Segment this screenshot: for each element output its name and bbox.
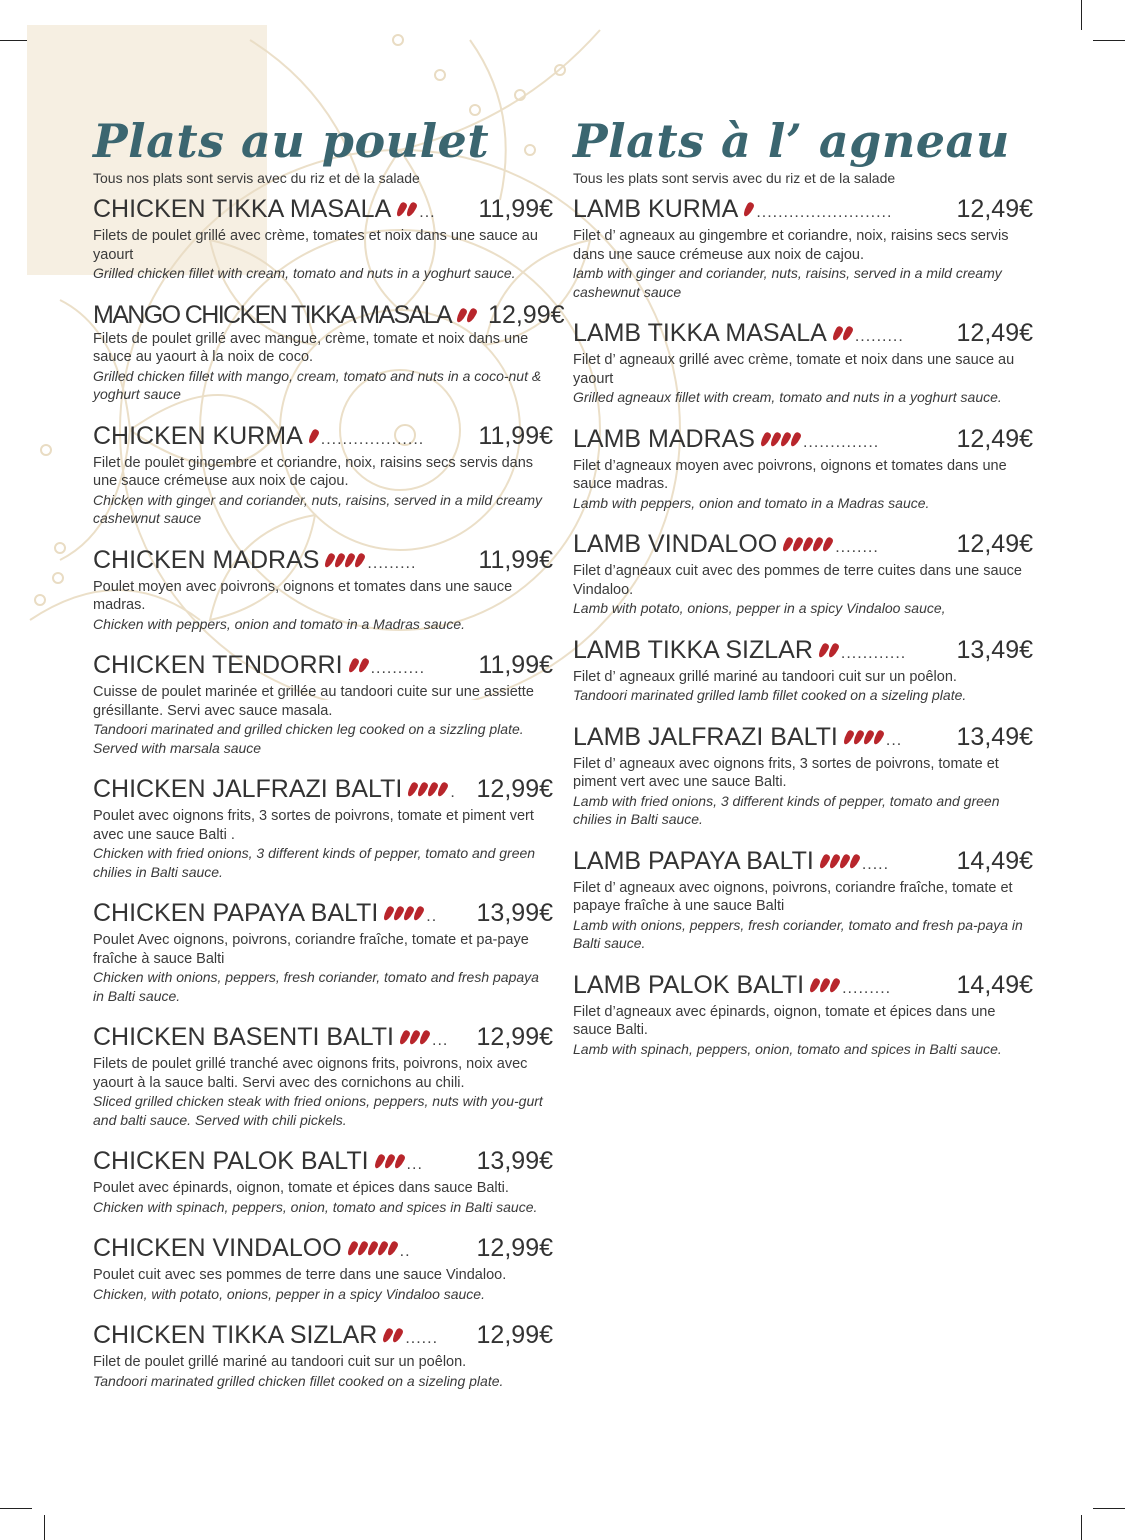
spice-level	[384, 906, 423, 921]
menu-dish	[573, 636, 1033, 705]
section-title-chicken: Plats au poulet	[93, 114, 490, 168]
dish-header	[573, 847, 1033, 879]
crop-mark	[44, 1515, 45, 1540]
dish-description-fr: Cuisse de poulet marinée et grillée au tandoori cuite sur une assiette grésillante. Servi avec sauce masala.	[93, 684, 534, 719]
dish-name: LAMB KURMA	[573, 195, 739, 223]
dish-price: 13,99€	[476, 899, 553, 927]
dish-description-fr: Filet d’ agneaux avec oignons frits, 3 sortes de poivrons, tomate et piment vert avec une sauce Balti.	[573, 755, 999, 790]
dish-header	[573, 530, 1033, 562]
chicken-section	[93, 112, 565, 1408]
dish-description-en: Lamb with spinach, peppers, onion, tomato and spices in Balti sauce.	[573, 1040, 1002, 1057]
dish-header	[573, 971, 1033, 1003]
menu-dish	[573, 847, 1033, 953]
menu-dish	[573, 723, 1033, 829]
dish-header	[93, 1023, 553, 1055]
spice-level	[844, 730, 883, 745]
menu-dish	[93, 1321, 553, 1390]
dish-header	[573, 319, 1033, 351]
dish-price: 12,49€	[956, 319, 1033, 347]
dish-description-en: Grilled chicken fillet with cream, tomato and nuts in a yoghurt sauce.	[93, 265, 516, 281]
dish-description-fr: Poulet Avec oignons, poivrons, coriandre fraîche, tomate et pa-paye fraîche à sauce Balti	[93, 932, 529, 967]
dish-header	[93, 651, 553, 683]
dish-price: 12,99€	[488, 300, 565, 329]
dish-description-en: Tandoori marinated grilled lamb fillet cooked on a sizeling plate.	[573, 687, 967, 703]
dish-description-fr: Filet de poulet gingembre et coriandre, noix, raisins secs servis dans une sauce crémeuse aux noix de cajou.	[93, 454, 534, 489]
dish-name: LAMB PALOK BALTI	[573, 970, 805, 999]
dish-header	[93, 300, 565, 330]
chili-pepper-icon	[465, 307, 478, 324]
menu-dish	[573, 319, 1033, 407]
dish-price: 12,49€	[956, 530, 1033, 558]
menu-dish	[93, 1147, 553, 1216]
dish-price: 12,99€	[476, 1023, 553, 1051]
dot-leader: ........	[835, 539, 879, 556]
dish-description-en: Chicken with peppers, onion and tomato in a Madras sauce.	[93, 615, 465, 632]
spice-level	[325, 553, 364, 568]
crop-mark	[1081, 0, 1082, 30]
chili-pepper-icon	[436, 781, 449, 798]
dish-description-en: Tandoori marinated grilled chicken fillet cooked on a sizeling plate.	[93, 1372, 504, 1389]
dish-header	[93, 422, 553, 454]
dish-name: LAMB JALFRAZI BALTI	[573, 722, 838, 751]
menu-dish	[573, 530, 1033, 618]
dish-price: 14,49€	[956, 970, 1033, 999]
dish-name: LAMB PAPAYA BALTI	[573, 846, 814, 875]
dish-description-en: Chicken with ginger and coriander, nuts, raisins, served in a mild creamy cashewnut sauce	[93, 491, 542, 526]
dish-name: CHICKEN TIKKA SIZLAR	[93, 1321, 378, 1349]
dish-name: CHICKEN KURMA	[93, 421, 303, 450]
dish-name: MANGO CHICKEN TIKKA MASALA	[93, 300, 452, 329]
dish-description-fr: Filets de poulet grillé tranché avec oignons frits, poivrons, noix avec yaourt à la sauce balti. Servi avec des cornichons au chili.	[93, 1056, 528, 1091]
dot-leader: ...	[419, 204, 436, 221]
spice-level	[349, 658, 368, 673]
dot-leader: ......	[405, 1330, 439, 1347]
dish-description-fr: Filets de poulet grillé avec mangue, crème, tomate et noix dans une sauce au yaourt à la noix de coco.	[93, 330, 529, 365]
dish-description-en: Grilled chicken fillet with mango, cream, tomato and nuts in a coco-nut & yoghurt sauce	[93, 367, 542, 402]
dot-leader: .........................	[756, 204, 893, 221]
dot-leader: ...	[406, 1156, 423, 1173]
spice-level	[744, 202, 753, 217]
dish-price: 12,49€	[956, 424, 1033, 453]
menu-dish	[93, 422, 553, 528]
menu-dish	[93, 195, 553, 283]
dish-description-en: Lamb with onions, peppers, fresh coriander, tomato and fresh pa-paya in Balti sauce.	[573, 916, 1023, 951]
spice-level	[810, 978, 839, 993]
dish-header	[93, 1321, 553, 1353]
dish-header	[93, 899, 553, 931]
dish-name: CHICKEN PAPAYA BALTI	[93, 899, 379, 927]
dot-leader: ..	[426, 908, 438, 925]
spice-level	[761, 432, 800, 447]
spice-level	[383, 1328, 402, 1343]
dish-name: CHICKEN JALFRAZI BALTI	[93, 775, 403, 803]
chili-pepper-icon	[372, 1153, 385, 1170]
dish-price: 11,99€	[478, 195, 553, 223]
spice-level	[408, 782, 447, 797]
crop-mark	[1093, 1508, 1125, 1509]
spice-level	[397, 202, 416, 217]
dish-price: 12,49€	[956, 195, 1033, 223]
spice-level	[783, 537, 832, 552]
spice-level	[348, 1241, 397, 1256]
spice-level	[400, 1030, 429, 1045]
dish-name: CHICKEN PALOK BALTI	[93, 1147, 369, 1175]
dish-price: 11,99€	[478, 545, 553, 574]
dot-leader: ............	[840, 644, 907, 662]
dish-description-en: Tandoori marinated and grilled chicken leg cooked on a sizzling plate. Served with marsala sauce	[93, 721, 524, 756]
chili-pepper-icon	[353, 552, 366, 569]
dish-header	[573, 425, 1033, 457]
dish-description-en: Sliced grilled chicken steak with fried onions, peppers, nuts with you-gurt and balti sauce. Served with chili pickels.	[93, 1093, 543, 1128]
dot-leader: .	[450, 784, 456, 801]
dot-leader: ..	[399, 1243, 411, 1260]
dish-price: 13,99€	[476, 1147, 553, 1175]
dish-header	[93, 1234, 553, 1266]
chili-pepper-icon	[346, 657, 359, 674]
menu-dish	[573, 971, 1033, 1059]
dot-leader: .........	[367, 554, 417, 572]
dish-description-fr: Poulet moyen avec poivrons, oignons et tomates dans une sauce madras.	[93, 578, 513, 613]
menu-dish	[93, 899, 553, 1005]
chili-pepper-icon	[831, 325, 844, 342]
menu-dish	[93, 651, 553, 757]
dot-leader: ...	[432, 1032, 449, 1049]
dish-name: CHICKEN TIKKA MASALA	[93, 195, 392, 223]
dish-description-fr: Filet d’ agneaux grillé avec crème, tomate et noix dans une sauce au yaourt	[573, 352, 1015, 387]
dish-name: LAMB VINDALOO	[573, 530, 778, 558]
dish-name: LAMB TIKKA SIZLAR	[573, 635, 813, 664]
dish-description-en: Chicken with fried onions, 3 different kinds of pepper, tomato and green chilies in Balti sauce.	[93, 845, 536, 880]
chili-pepper-icon	[742, 201, 755, 218]
dish-description-fr: Filet d’agneaux moyen avec poivrons, oignons et tomates dans une sauce madras.	[573, 457, 1007, 492]
dish-description-fr: Filet d’agneaux cuit avec des pommes de terre cuites dans une sauce Vindaloo.	[573, 563, 1022, 598]
dish-header	[93, 1147, 553, 1179]
dish-description-fr: Filet d’ agneaux grillé mariné au tandoori cuit sur un poêlon.	[573, 668, 957, 685]
dish-description-fr: Poulet avec oignons frits, 3 sortes de poivrons, tomate et piment vert avec une sauce Balti .	[93, 808, 534, 843]
dish-header	[573, 636, 1033, 668]
dish-description-fr: Filets de poulet grillé avec crème, tomates et noix dans une sauce au yaourt	[93, 228, 538, 263]
dish-name: CHICKEN TENDORRI	[93, 651, 343, 679]
dot-leader: ..........	[370, 660, 426, 677]
lamb-section	[573, 112, 1033, 1076]
dish-name: CHICKEN BASENTI BALTI	[93, 1023, 394, 1051]
crop-mark	[0, 1508, 32, 1509]
section-subtitle-chicken: Tous nos plats sont servis avec du riz et de la salade	[93, 170, 420, 186]
dish-description-en: Chicken with onions, peppers, fresh coriander, tomato and fresh papaya in Balti sauce.	[93, 969, 539, 1004]
dish-name: CHICKEN MADRAS	[93, 545, 320, 574]
dish-price: 11,99€	[478, 651, 553, 679]
dot-leader: ...................	[320, 430, 425, 448]
chicken-dish-list	[93, 195, 565, 1390]
spice-level	[375, 1154, 404, 1169]
menu-dish	[573, 195, 1033, 301]
menu-dish	[93, 546, 553, 634]
section-title-lamb: Plats à l’ agneau	[573, 114, 1010, 168]
lamb-dish-list	[573, 195, 1033, 1058]
dish-description-fr: Poulet cuit avec ses pommes de terre dans une sauce Vindaloo.	[93, 1267, 507, 1283]
chili-pepper-icon	[346, 1240, 359, 1257]
section-subtitle-lamb: Tous les plats sont servis avec du riz et de la salade	[573, 170, 896, 186]
dish-price: 14,49€	[956, 846, 1033, 875]
dish-name: CHICKEN VINDALOO	[93, 1234, 342, 1262]
dish-header	[93, 775, 553, 807]
dish-description-en: Grilled agneaux fillet with cream, tomato and nuts in a yoghurt sauce.	[573, 389, 1002, 405]
dish-header	[573, 723, 1033, 755]
spice-level	[309, 429, 318, 444]
dish-price: 12,99€	[476, 1234, 553, 1262]
dot-leader: ..............	[802, 433, 880, 451]
dish-price: 11,99€	[478, 421, 553, 450]
crop-mark	[1093, 40, 1125, 41]
spice-level	[457, 308, 476, 323]
dish-price: 12,99€	[476, 775, 553, 803]
dot-leader: .....	[861, 855, 890, 873]
chili-pepper-icon	[828, 977, 841, 994]
menu-dish	[93, 300, 565, 404]
dish-description-en: Lamb with peppers, onion and tomato in a Madras sauce.	[573, 494, 930, 511]
dish-description-en: lamb with ginger and coriander, nuts, raisins, served in a mild creamy cashewnut sauce	[573, 265, 1002, 300]
dish-header	[573, 195, 1033, 227]
dish-description-fr: Filet de poulet grillé mariné au tandoori cuit sur un poêlon.	[93, 1354, 467, 1370]
dish-description-en: Chicken, with potato, onions, pepper in a spicy Vindaloo sauce.	[93, 1285, 485, 1302]
dish-description-en: Lamb with potato, onions, pepper in a spicy Vindaloo sauce,	[573, 600, 946, 616]
dot-leader: .........	[854, 328, 904, 345]
menu-dish	[573, 425, 1033, 513]
spice-level	[819, 643, 838, 658]
dish-name: LAMB TIKKA MASALA	[573, 319, 827, 347]
dish-price: 13,49€	[956, 722, 1033, 751]
dish-name: LAMB MADRAS	[573, 424, 755, 453]
chili-pepper-icon	[307, 428, 320, 445]
spice-level	[820, 854, 859, 869]
dish-price: 13,49€	[956, 635, 1033, 664]
dish-description-fr: Filet d’agneaux avec épinards, oignon, tomate et épices dans une sauce Balti.	[573, 1003, 996, 1038]
dish-description-fr: Filet d’ agneaux au gingembre et coriandre, noix, raisins secs servis dans une sauce crémeuse aux noix de cajou.	[573, 228, 1009, 263]
dot-leader: .........	[842, 979, 892, 997]
chili-pepper-icon	[391, 1327, 404, 1344]
dish-description-fr: Filet d’ agneaux avec oignons, poivrons, coriandre fraîche, tomate et papaye fraîche à une sauce Balti	[573, 879, 1013, 914]
dish-description-fr: Poulet avec épinards, oignon, tomate et épices dans sauce Balti.	[93, 1180, 509, 1196]
dish-header	[93, 546, 553, 578]
dot-leader: ...	[885, 731, 903, 749]
menu-dish	[93, 775, 553, 881]
dish-description-en: Chicken with spinach, peppers, onion, tomato and spices in Balti sauce.	[93, 1198, 538, 1215]
dish-header	[93, 195, 553, 227]
menu-dish	[93, 1023, 553, 1129]
dish-price: 12,99€	[476, 1321, 553, 1349]
spice-level	[833, 326, 852, 341]
menu-dish	[93, 1234, 553, 1303]
crop-mark	[1081, 1515, 1082, 1540]
dish-description-en: Lamb with fried onions, 3 different kinds of pepper, tomato and green chilies in Balti sauce.	[573, 792, 1000, 827]
